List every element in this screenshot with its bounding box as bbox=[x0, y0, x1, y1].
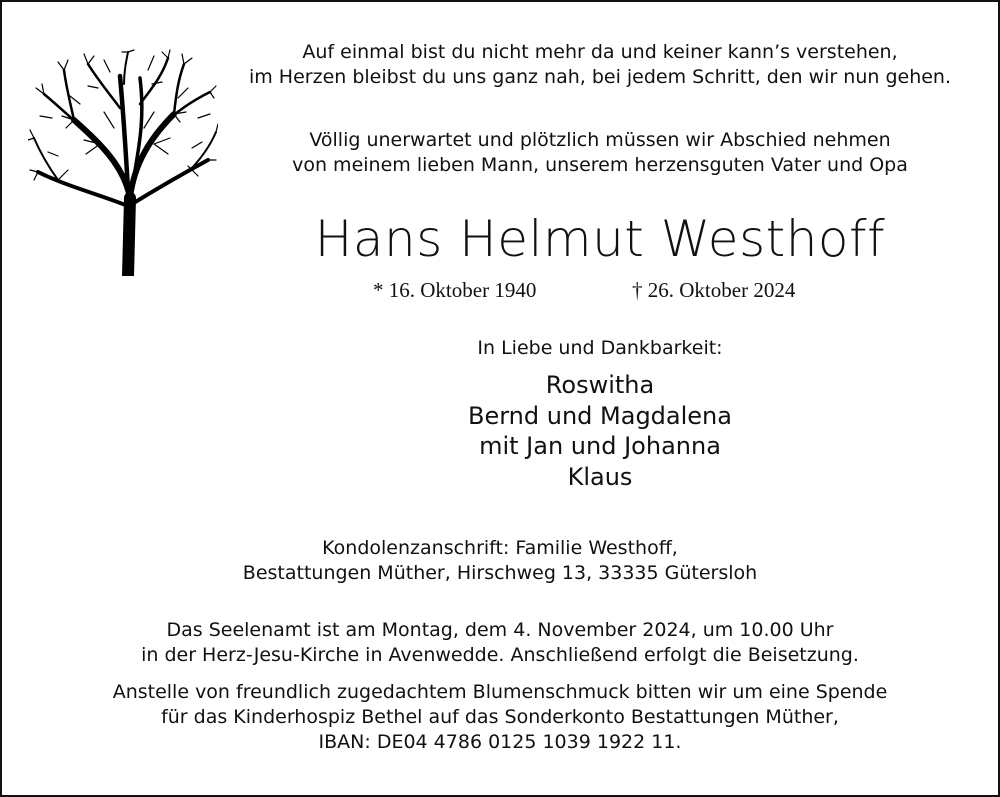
mourners-list bbox=[220, 370, 980, 492]
donation-line: für das Kinderhospiz Bethel auf das Sonderkonto Bestattungen Müther, bbox=[161, 706, 839, 728]
mourner-name: Bernd und Magdalena bbox=[468, 401, 732, 430]
tree-icon bbox=[28, 48, 218, 276]
announcement-line: Völlig unerwartet und plötzlich müssen wir Abschied nehmen bbox=[309, 129, 891, 151]
announcement-text bbox=[220, 128, 980, 178]
announcement-line: von meinem lieben Mann, unserem herzensguten Vater und Opa bbox=[292, 154, 908, 176]
mourner-name: Klaus bbox=[567, 462, 633, 491]
donation-line: Anstelle von freundlich zugedachtem Blumenschmuck bitten wir um eine Spende bbox=[112, 681, 888, 703]
service-info bbox=[0, 618, 1000, 668]
condolence-line: Kondolenzanschrift: Familie Westhoff, bbox=[322, 537, 678, 559]
service-line: Das Seelenamt ist am Montag, dem 4. November 2024, um 10.00 Uhr bbox=[166, 619, 834, 641]
birth-date: * 16. Oktober 1940 bbox=[373, 278, 537, 302]
poem-line: Auf einmal bist du nicht mehr da und keiner kann’s verstehen, bbox=[302, 41, 898, 63]
death-date: † 26. Oktober 2024 bbox=[632, 278, 796, 302]
poem-verse bbox=[220, 40, 980, 90]
condolence-address bbox=[200, 536, 800, 586]
service-line: in der Herz-Jesu-Kirche in Avenwedde. Anschließend erfolgt die Beisetzung. bbox=[141, 644, 859, 666]
mourners-heading: In Liebe und Dankbarkeit: bbox=[477, 337, 723, 359]
condolence-line: Bestattungen Müther, Hirschweg 13, 33335 Gütersloh bbox=[242, 562, 758, 584]
donation-iban: IBAN: DE04 4786 0125 1039 1922 11. bbox=[318, 731, 682, 753]
deceased-name: Hans Helmut Westhoff bbox=[314, 210, 886, 268]
poem-line: im Herzen bleibst du uns ganz nah, bei jedem Schritt, den wir nun gehen. bbox=[248, 66, 952, 88]
donation-info bbox=[0, 680, 1000, 755]
mourner-name: mit Jan und Johanna bbox=[479, 432, 721, 460]
mourner-name: Roswitha bbox=[545, 371, 655, 399]
